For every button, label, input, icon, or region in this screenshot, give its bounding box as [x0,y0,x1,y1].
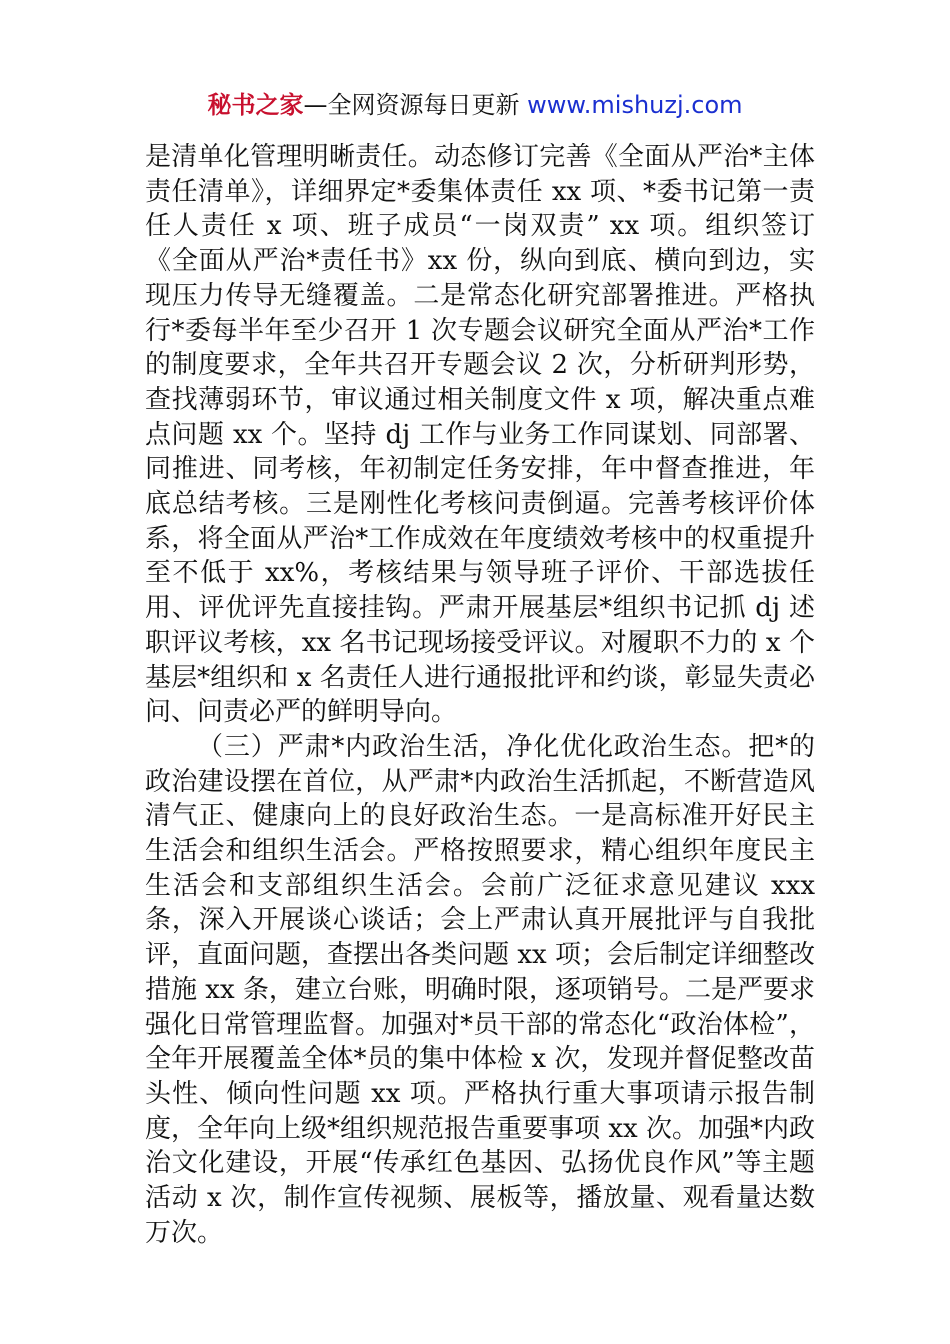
paragraph-political-life: （三）严肃*内政治生活，净化优化政治生态。把*的政治建设摆在首位，从严肃*内政治生活抓起，不断营造风清气正、健康向上的良好政治生态。一是高标准开好民主生活会和组织生活会。严格按照要求，精心组织年度民主生活会和支部组织生活会。会前广泛征求意见建议 xxx 条，深入开展谈心谈话；会上严肃认真开展批评与自我批评，直面问题，查摆出各类问题 xx 项；会后制定详细整改措施 xx 条，建立台账，明确时限，逐项销号。二是严要求强化日常管理监督。加强对*员干部的常态化“政治体检”，全年开展覆盖全体*员的集中体检 x 次，发现并督促整改苗头性、倾向性问题 xx 项。严格执行重大事项请示报告制度，全年向上级*组织规范报告重要事项 xx 次。加强*内政治文化建设，开展“传承红色基因、弘扬优良作风”等主题活动 x 次，制作宣传视频、展板等，播放量、观看量达数万次。 [145,731,815,1248]
paragraph-responsibility: 是清单化管理明晰责任。动态修订完善《全面从严治*主体责任清单》，详细界定*委集体责任 xx 项、*委书记第一责任人责任 x 项、班子成员“一岗双责” xx 项。组织签订《全面从严治*责任书》xx 份，纵向到底、横向到边，实现压力传导无缝覆盖。二是常态化研究部署推进。严格执行*委每半年至少召开 1 次专题会议研究全面从严治*工作的制度要求，全年共召开专题会议 2 次，分析研判形势，查找薄弱环节，审议通过相关制度文件 x 项，解决重点难点问题 xx 个。坚持 dj 工作与业务工作同谋划、同部署、同推进、同考核，年初制定任务安排，年中督查推进，年底总结考核。三是刚性化考核问责倒逼。完善考核评价体系，将全面从严治*工作成效在年度绩效考核中的权重提升至不低于 xx%，考核结果与领导班子评价、干部选拔任用、评优评先直接挂钩。严肃开展基层*组织书记抓 dj 述职评议考核，xx 名书记现场接受评议。对履职不力的 x 个基层*组织和 x 名责任人进行通报批评和约谈，彰显失责必问、问责必严的鲜明导向。 [145,142,815,728]
site-header [0,88,950,122]
site-url-link[interactable]: www.mishuzj.com [527,91,743,119]
brand-name: 秘书之家 [207,91,304,119]
header-dash: — [303,91,328,119]
header-tagline: 全网资源每日更新 [327,91,520,119]
document-body [145,140,815,1251]
